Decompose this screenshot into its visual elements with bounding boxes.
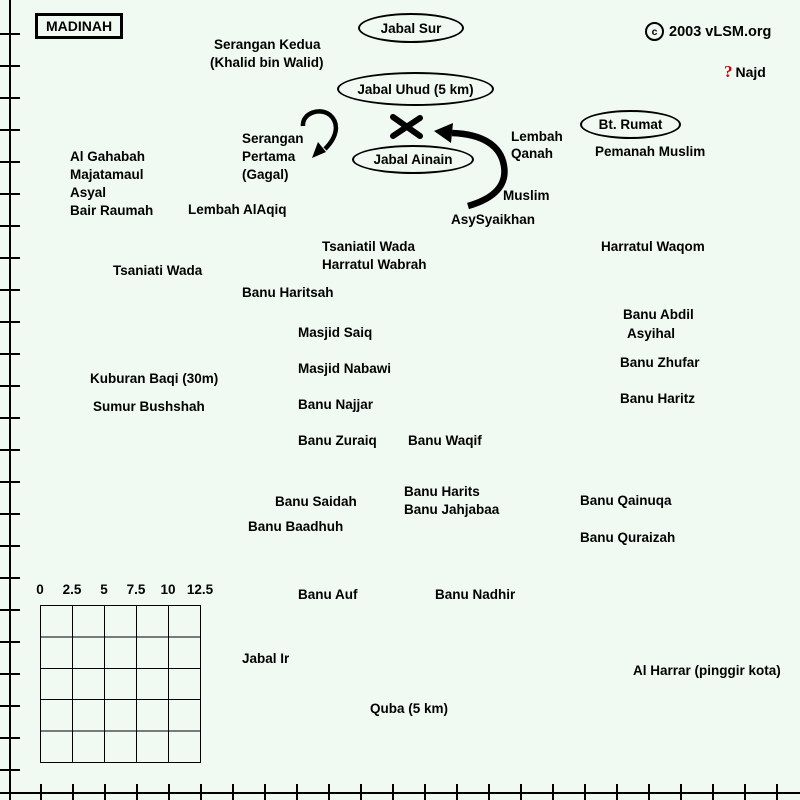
map-label-kuburan-baqi: Kuburan Baqi (30m) bbox=[90, 371, 219, 386]
scale-grid bbox=[40, 605, 201, 763]
map-label-serangan-kedua-1: Serangan Kedua bbox=[214, 37, 321, 52]
map-label-muslim: Muslim bbox=[503, 188, 550, 203]
scale-number-5: 5 bbox=[100, 582, 108, 597]
map-label-banu-abdil: Banu Abdil bbox=[623, 307, 694, 322]
map-label-banu-jahjabaa: Banu Jahjabaa bbox=[404, 502, 500, 517]
map-label-harratul-wabrah: Harratul Wabrah bbox=[322, 257, 427, 272]
map-label-banu-saidah: Banu Saidah bbox=[275, 494, 357, 509]
left-ruler-ticks bbox=[0, 3, 20, 771]
map-label-masjid-nabawi: Masjid Nabawi bbox=[298, 361, 392, 376]
map-label-jabal-ir: Jabal Ir bbox=[242, 651, 290, 666]
scale-number-7-5: 7.5 bbox=[126, 582, 146, 597]
map-label-al-harrar: Al Harrar (pinggir kota) bbox=[633, 663, 781, 678]
map-label-lembah-alaqiq: Lembah AlAqiq bbox=[188, 202, 287, 217]
map-label-banu-quraizah: Banu Quraizah bbox=[580, 530, 676, 545]
map-label-banu-najjar: Banu Najjar bbox=[298, 397, 374, 412]
map-label-banu-haritsah: Banu Haritsah bbox=[242, 285, 334, 300]
copyright-icon: c bbox=[645, 22, 664, 41]
map-label-majatamaul: Majatamaul bbox=[70, 167, 144, 182]
ellipse-feature-bt-rumat: Bt. Rumat bbox=[580, 110, 681, 139]
map-label-quba: Quba (5 km) bbox=[370, 701, 449, 716]
map-label-banu-qainuqa: Banu Qainuqa bbox=[580, 493, 672, 508]
map-label-bair-raumah: Bair Raumah bbox=[70, 203, 154, 218]
map-label-banu-baadhuh: Banu Baadhuh bbox=[248, 519, 344, 534]
map-label-banu-zuraiq: Banu Zuraiq bbox=[298, 433, 377, 448]
map-label-banu-haritz: Banu Haritz bbox=[620, 391, 696, 406]
map-label-tsaniati-wada: Tsaniati Wada bbox=[113, 263, 203, 278]
question-mark-icon: ? bbox=[724, 62, 733, 81]
bottom-ruler-ticks bbox=[10, 784, 800, 800]
map-label-tsaniatil-wada: Tsaniatil Wada bbox=[322, 239, 416, 254]
map-label-banu-zhufar: Banu Zhufar bbox=[620, 355, 700, 370]
map-label-lembah-qanah-2: Qanah bbox=[511, 146, 554, 161]
map-label-serangan-pertama-3: (Gagal) bbox=[242, 167, 289, 182]
map-label-serangan-pertama-1: Serangan bbox=[242, 131, 304, 146]
map-label-banu-auf: Banu Auf bbox=[298, 587, 358, 602]
scale-number-0: 0 bbox=[36, 582, 44, 597]
scale-number-10: 10 bbox=[160, 582, 176, 597]
ellipse-feature-jabal-ainain: Jabal Ainain bbox=[352, 145, 474, 174]
map-label-harratul-waqom: Harratul Waqom bbox=[601, 239, 705, 254]
ellipse-feature-jabal-sur: Jabal Sur bbox=[358, 13, 464, 43]
map-label-lembah-qanah-1: Lembah bbox=[511, 129, 563, 144]
copyright-text: 2003 vLSM.org bbox=[669, 23, 772, 40]
scale-number-12-5: 12.5 bbox=[186, 582, 214, 597]
serangan-pertama-arrow bbox=[303, 111, 336, 158]
map-label-banu-nadhir: Banu Nadhir bbox=[435, 587, 516, 602]
map-label-banu-harits: Banu Harits bbox=[404, 484, 480, 499]
map-label-asysyaikhan: AsySyaikhan bbox=[451, 212, 536, 227]
map-label-asyal: Asyal bbox=[70, 185, 107, 200]
copyright-notice bbox=[645, 22, 771, 41]
map-title: MADINAH bbox=[35, 13, 123, 39]
map-label-serangan-pertama-2: Pertama bbox=[242, 149, 296, 164]
ellipse-feature-jabal-uhud: Jabal Uhud (5 km) bbox=[337, 72, 494, 106]
map-label-pemanah-muslim: Pemanah Muslim bbox=[595, 144, 706, 159]
map-label-banu-waqif: Banu Waqif bbox=[408, 433, 482, 448]
map-label-serangan-kedua-2: (Khalid bin Walid) bbox=[210, 55, 324, 70]
map-label-sumur-bushshah: Sumur Bushshah bbox=[93, 399, 205, 414]
najd-direction-marker bbox=[724, 64, 766, 80]
battle-x-marker bbox=[393, 117, 420, 136]
scale-number-2-5: 2.5 bbox=[62, 582, 82, 597]
map-label-asyihal: Asyihal bbox=[627, 326, 676, 341]
map-label-al-gahabah: Al Gahabah bbox=[70, 149, 146, 164]
map-label-masjid-saiq: Masjid Saiq bbox=[298, 325, 373, 340]
najd-label: Najd bbox=[735, 64, 766, 80]
